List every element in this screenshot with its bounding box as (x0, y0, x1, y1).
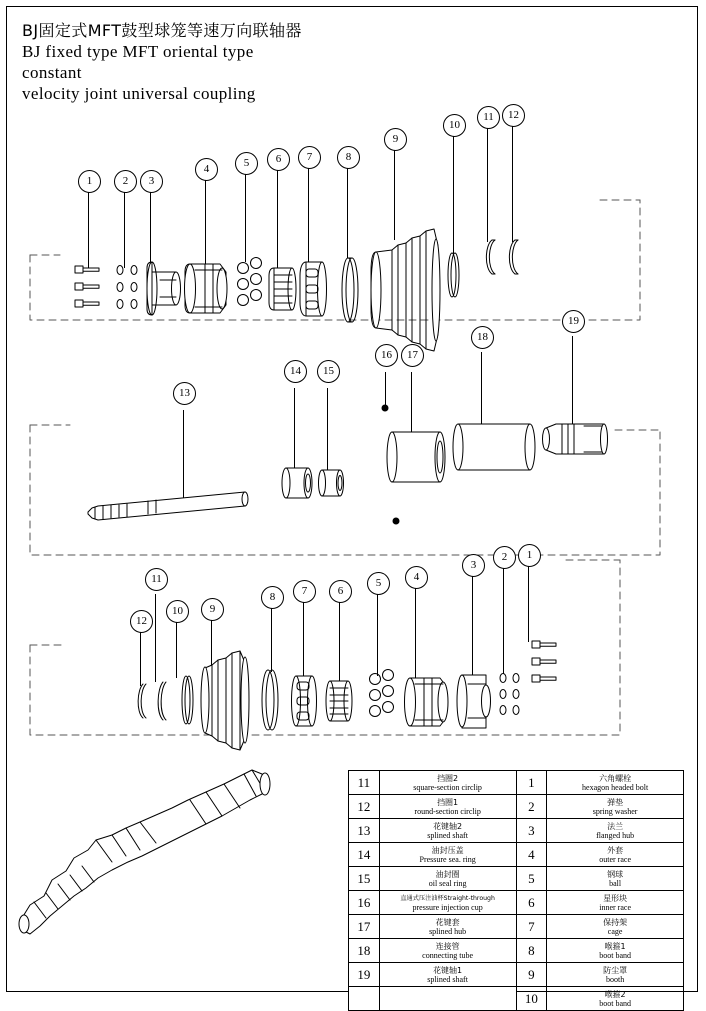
leader-4 (205, 178, 206, 264)
leader-11 (487, 126, 488, 242)
leader-r3-12 (140, 630, 141, 686)
leader-r3-11 (155, 594, 156, 682)
legend-left-no: 15 (349, 867, 380, 891)
callout-r3-2[interactable]: 2 (493, 546, 516, 569)
legend-left-no: 19 (349, 963, 380, 987)
leader-5 (245, 172, 246, 262)
legend-right-name: 星形块 inner race (547, 891, 684, 915)
legend-left-name: 油封圈 oil seal ring (379, 867, 516, 891)
legend-left-name: 油封压盖 Pressure sea. ring (379, 843, 516, 867)
table-row (349, 843, 684, 867)
callout-5[interactable]: 5 (235, 152, 258, 175)
callout-r3-8[interactable]: 8 (261, 586, 284, 609)
legend-right-no: 2 (516, 795, 547, 819)
legend-right-no: 4 (516, 843, 547, 867)
legend-left-name: 花键轴1 splined shaft (379, 963, 516, 987)
table-row (349, 891, 684, 915)
leader-r3-10 (176, 622, 177, 678)
callout-r3-5[interactable]: 5 (367, 572, 390, 595)
legend-left-no (349, 987, 380, 1011)
legend-right-name: 喉箍2 boot band (547, 987, 684, 1011)
leader-6 (277, 168, 278, 268)
legend-left-name: 挡圈1 round-section circlip (379, 795, 516, 819)
leader-17 (411, 372, 412, 434)
table-row (349, 987, 684, 1011)
legend-right-name: 喉箍1 boot band (547, 939, 684, 963)
callout-r3-9[interactable]: 9 (201, 598, 224, 621)
legend-left-no: 17 (349, 915, 380, 939)
legend-right-no: 1 (516, 771, 547, 795)
callout-r3-3[interactable]: 3 (462, 554, 485, 577)
leader-14 (294, 388, 295, 476)
callout-17[interactable]: 17 (401, 344, 424, 367)
leader-3 (150, 190, 151, 262)
callout-9[interactable]: 9 (384, 128, 407, 151)
leader-16 (385, 372, 386, 408)
legend-left-no: 18 (349, 939, 380, 963)
callout-8[interactable]: 8 (337, 146, 360, 169)
leader-r3-1 (528, 566, 529, 642)
callout-4[interactable]: 4 (195, 158, 218, 181)
title-line-en-3: velocity joint universal coupling (22, 84, 256, 103)
legend-right-no: 9 (516, 963, 547, 987)
table-row (349, 915, 684, 939)
callout-19[interactable]: 19 (562, 310, 585, 333)
callout-13[interactable]: 13 (173, 382, 196, 405)
legend-right-name: 钢球 ball (547, 867, 684, 891)
legend-left-name: 挡圈2 square-section circlip (379, 771, 516, 795)
leader-r3-9 (211, 620, 212, 668)
leader-19 (572, 336, 573, 428)
callout-r3-10[interactable]: 10 (166, 600, 189, 623)
leader-r3-2 (503, 568, 504, 674)
callout-16[interactable]: 16 (375, 344, 398, 367)
legend-right-no: 3 (516, 819, 547, 843)
callout-r3-6[interactable]: 6 (329, 580, 352, 603)
leader-8 (347, 166, 348, 258)
callout-r3-4[interactable]: 4 (405, 566, 428, 589)
leader-10 (453, 134, 454, 254)
legend-right-no: 5 (516, 867, 547, 891)
callout-18[interactable]: 18 (471, 326, 494, 349)
leader-7 (308, 166, 309, 262)
table-row (349, 867, 684, 891)
callout-r3-1[interactable]: 1 (518, 544, 541, 567)
callout-11[interactable]: 11 (477, 106, 500, 129)
title-line-cn: BJ固定式MFT鼓型球笼等速万向联轴器 (22, 21, 302, 40)
legend-left-no: 12 (349, 795, 380, 819)
page-title (22, 20, 562, 104)
leader-18 (481, 352, 482, 426)
parts-legend-table (348, 770, 684, 1011)
table-row (349, 963, 684, 987)
leader-9 (394, 148, 395, 240)
leader-1 (88, 190, 89, 268)
legend-right-no: 8 (516, 939, 547, 963)
legend-left-no: 11 (349, 771, 380, 795)
table-row (349, 939, 684, 963)
callout-7[interactable]: 7 (298, 146, 321, 169)
legend-left-name: 花键轴2 splined shaft (379, 819, 516, 843)
table-row (349, 795, 684, 819)
leader-r3-6 (339, 602, 340, 681)
legend-right-no: 7 (516, 915, 547, 939)
title-line-en-2: constant (22, 63, 82, 82)
leader-r3-3 (472, 576, 473, 676)
leader-12 (512, 124, 513, 242)
callout-r3-7[interactable]: 7 (293, 580, 316, 603)
legend-left-no: 14 (349, 843, 380, 867)
callout-2[interactable]: 2 (114, 170, 137, 193)
leader-13 (183, 410, 184, 502)
callout-10[interactable]: 10 (443, 114, 466, 137)
callout-14[interactable]: 14 (284, 360, 307, 383)
leader-15 (327, 388, 328, 476)
leader-r3-5 (377, 594, 378, 676)
callout-12[interactable]: 12 (502, 104, 525, 127)
table-row (349, 819, 684, 843)
callout-1[interactable]: 1 (78, 170, 101, 193)
legend-left-name (379, 987, 516, 1011)
leader-2 (124, 190, 125, 268)
leader-r3-4 (415, 588, 416, 678)
legend-right-name: 外套 outer race (547, 843, 684, 867)
table-row (349, 771, 684, 795)
title-line-en-1: BJ fixed type MFT oriental type (22, 42, 254, 61)
legend-left-no: 16 (349, 891, 380, 915)
legend-left-name: 花键套 splined hub (379, 915, 516, 939)
callout-r3-11[interactable]: 11 (145, 568, 168, 591)
callout-3[interactable]: 3 (140, 170, 163, 193)
legend-right-name: 六角螺栓 hexagon headed bolt (547, 771, 684, 795)
legend-right-no: 10 (516, 987, 547, 1011)
legend-right-name: 防尘罩 booth (547, 963, 684, 987)
legend-right-no: 6 (516, 891, 547, 915)
callout-r3-12[interactable]: 12 (130, 610, 153, 633)
callout-6[interactable]: 6 (267, 148, 290, 171)
legend-left-no: 13 (349, 819, 380, 843)
legend-right-name: 弹垫 spring washer (547, 795, 684, 819)
callout-15[interactable]: 15 (317, 360, 340, 383)
leader-r3-8 (271, 608, 272, 672)
legend-right-name: 法兰 flanged hub (547, 819, 684, 843)
leader-r3-7 (303, 602, 304, 676)
legend-left-name: 直通式压注油杯Straight-through pressure injection cup (379, 891, 516, 915)
legend-left-name: 连接管 connecting tube (379, 939, 516, 963)
legend-right-name: 保持架 cage (547, 915, 684, 939)
